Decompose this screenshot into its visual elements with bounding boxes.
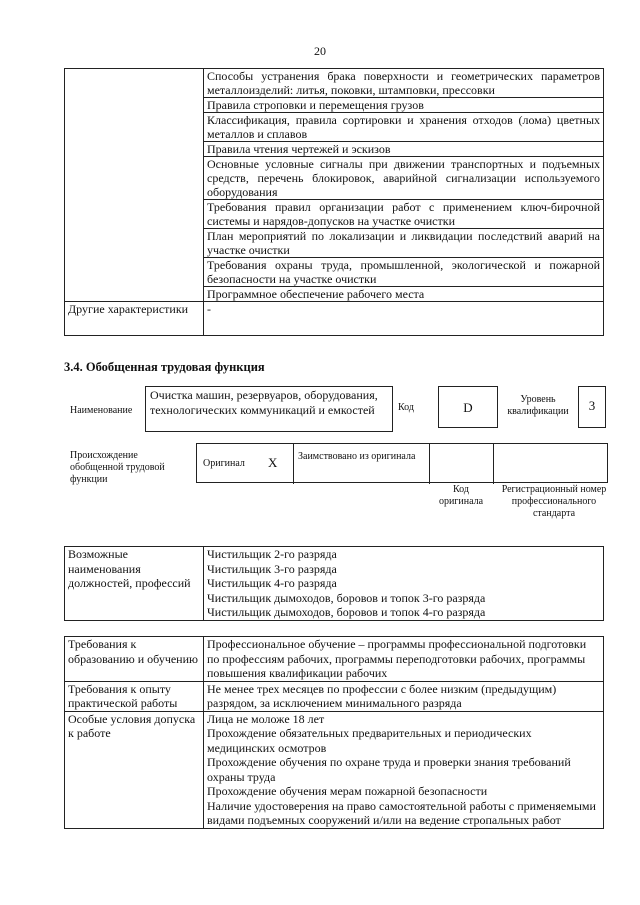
knowledge-row: Требования охраны труда, промышленной, экологической и пожарной безопасности на участке очистки [204,258,604,287]
position-item: Чистильщик 2-го разряда [207,547,337,561]
positions-list [204,547,604,621]
level-value: 3 [578,386,606,428]
original-label: Оригинал [203,458,245,469]
knowledge-table [64,68,604,336]
knowledge-row: Классификация, правила сортировки и хранения отходов (лома) цветных металлов и сплавов [204,113,604,142]
requirements-table [64,636,604,829]
special-condition-item: Прохождение обучения мерам пожарной безопасности [207,784,488,798]
name-label: Наименование [70,405,133,416]
code-original-caption: Код оригинала [438,484,484,507]
code-value: D [438,386,498,428]
position-item: Чистильщик 4-го разряда [207,576,337,590]
section-title: 3.4. Обобщенная трудовая функция [64,360,265,374]
code-label: Код [398,402,414,413]
other-characteristics-value: - [204,302,604,336]
positions-table [64,546,604,621]
position-item: Чистильщик дымоходов, боровов и топок 3-го разряда [207,590,486,605]
special-conditions-label: Особые условия допуска к работе [65,711,204,828]
special-condition-item: Наличие удостоверения на право самостоятельной работы с применяемыми видами подъемных сооружений и/или на ведение стропальных работ [207,798,596,827]
positions-label: Возможные наименования должностей, профессий [65,547,204,621]
original-mark: X [268,455,278,470]
knowledge-label-cell [65,69,204,302]
knowledge-row: Основные условные сигналы при движении транспортных и подъемных средств, перечень блокировок, аварийной сигнализации используемого оборудования [204,157,604,200]
knowledge-row: Требования правил организации работ с применением ключ-бирочной системы и нарядов-допусков на участке очистки [204,200,604,229]
origin-label: Происхождение обобщенной трудовой функции [70,450,165,485]
other-characteristics-label: Другие характеристики [65,302,204,336]
borrowed-label: Заимствовано из оригинала [298,451,416,462]
special-condition-item: Прохождение обучения по охране труда и проверки знания требований охраны труда [207,755,571,784]
level-label: Уровень квалификации [507,394,569,417]
page-number: 20 [314,44,326,58]
name-value: Очистка машин, резервуаров, оборудования, технологических коммуникаций и емкостей [145,386,393,432]
registration-number-caption: Регистрационный номер профессионального стандарта [501,484,607,519]
experience-value: Не менее трех месяцев по профессии с более низким (предыдущим) разрядом, за исключением минимального разряда [204,681,604,711]
knowledge-row: План мероприятий по локализации и ликвидации последствий аварий на участке очистки [204,229,604,258]
position-item: Чистильщик 3-го разряда [207,561,337,576]
origin-box [196,443,608,483]
experience-label: Требования к опыту практической работы [65,681,204,711]
special-condition-item: Лица не моложе 18 лет [207,711,325,726]
education-label: Требования к образованию и обучению [65,637,204,682]
position-item: Чистильщик дымоходов, боровов и топок 4-го разряда [207,605,486,619]
knowledge-row: Способы устранения брака поверхности и геометрических параметров металлоизделий: литья, поковки, штамповки, прессовки [204,69,604,98]
special-conditions-list [204,711,604,828]
education-value: Профессиональное обучение – программы профессиональной подготовки по профессиям рабочих, программы переподготовки рабочих, программы повышения квалификации рабочих [204,637,604,682]
knowledge-row: Программное обеспечение рабочего места [204,287,604,302]
knowledge-row: Правила строповки и перемещения грузов [204,98,604,113]
knowledge-row: Правила чтения чертежей и эскизов [204,142,604,157]
special-condition-item: Прохождение обязательных предварительных и периодических медицинских осмотров [207,726,532,755]
